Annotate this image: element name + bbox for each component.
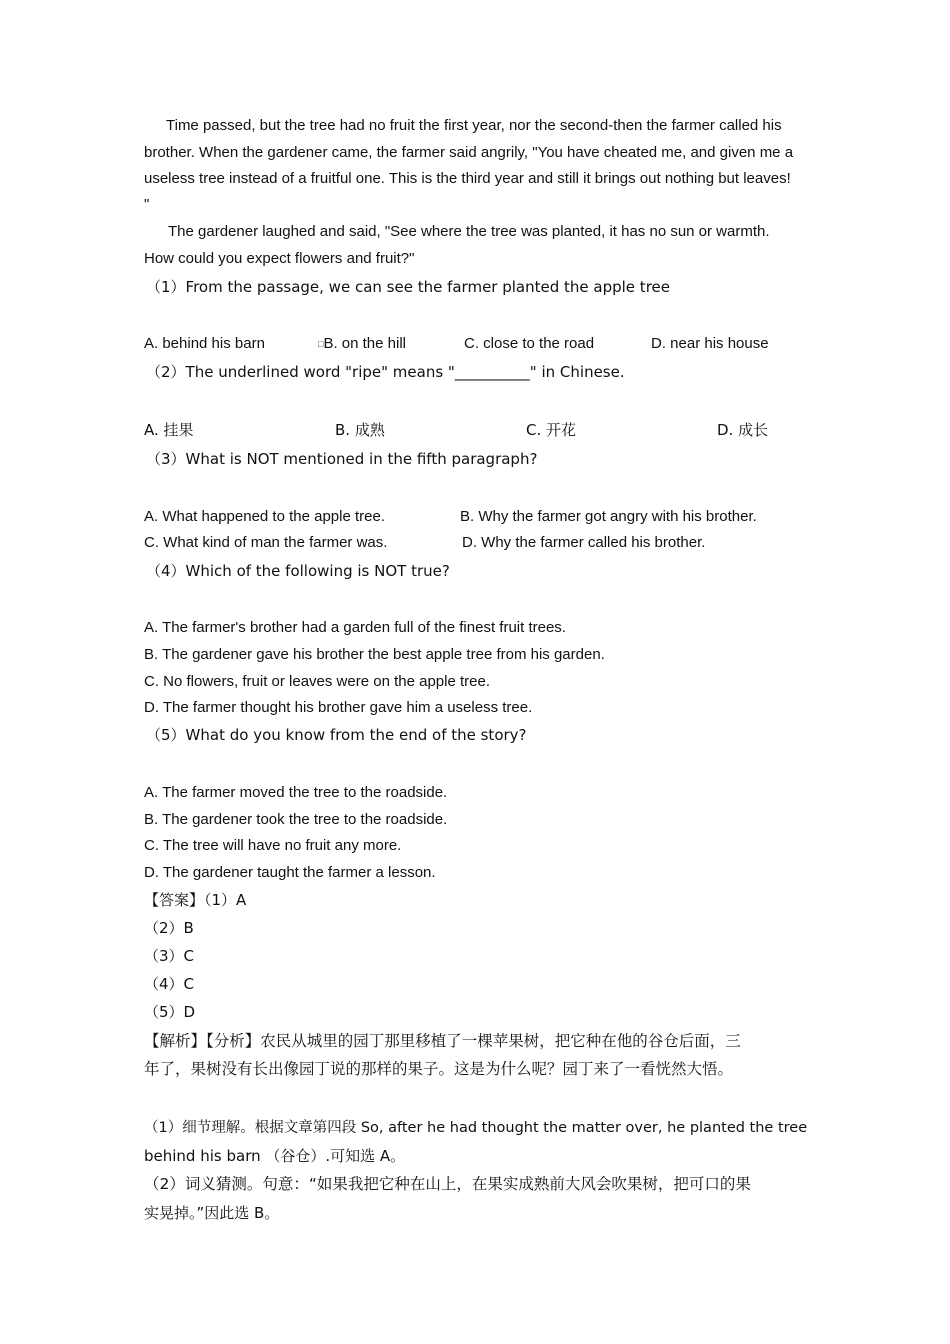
q1-option-a: A. behind his barn <box>144 335 265 352</box>
q5-option-d: D. The gardener taught the farmer a lesson. <box>144 864 436 881</box>
passage-line: useless tree instead of a fruitful one. This is the third year and still it brings out nothing but leaves! <box>144 170 791 187</box>
q3-option-a: A. What happened to the apple tree. <box>144 508 386 525</box>
q3-option-c: C. What kind of man the farmer was. <box>144 534 388 551</box>
answer-5: （5）D <box>144 1003 196 1021</box>
answer-4: （4）C <box>144 975 195 993</box>
q1-option-d: D. near his house <box>651 335 769 352</box>
q5-option-a: A. The farmer moved the tree to the roadside. <box>144 784 448 801</box>
q3-option-b: B. Why the farmer got angry with his brother. <box>460 508 757 525</box>
answer-heading <box>144 890 246 910</box>
q4-option-a: A. The farmer's brother had a garden full of the finest fruit trees. <box>144 619 566 636</box>
passage-line: Time passed, but the tree had no fruit the first year, nor the second-then the farmer called his <box>166 117 782 134</box>
answer-3: （3）C <box>144 947 195 965</box>
analysis-detail: behind his barn （谷仓）.可知选 A。 <box>144 1147 406 1165</box>
question-5-prompt: （5）What do you know from the end of the story? <box>146 726 527 744</box>
q4-option-d: D. The farmer thought his brother gave him a useless tree. <box>144 699 533 716</box>
question-3-prompt: （3）What is NOT mentioned in the fifth paragraph? <box>146 450 538 468</box>
q2-option-d: D. 成长 <box>717 421 769 439</box>
passage-line: " <box>144 196 150 213</box>
analysis-line: 【解析】【分析】农民从城里的园丁那里移植了一棵苹果树，把它种在他的谷仓后面，三 <box>144 1032 741 1050</box>
q5-option-b: B. The gardener took the tree to the roadside. <box>144 811 448 828</box>
q2-option-a: A. 挂果 <box>144 421 194 439</box>
q4-option-b: B. The gardener gave his brother the best apple tree from his garden. <box>144 646 605 663</box>
analysis-detail: 实晃掉。”因此选 B。 <box>144 1204 280 1222</box>
answer-label: 【答案】 <box>144 891 205 909</box>
q1-option-c: C. close to the road <box>464 335 595 352</box>
answer-1: （1）A <box>204 891 247 909</box>
analysis-detail: （1）细节理解。根据文章第四段 So, after he had thought the matter over, he planted the tree <box>144 1120 808 1136</box>
q2-option-c: C. 开花 <box>526 421 577 439</box>
q5-option-c: C. The tree will have no fruit any more. <box>144 837 402 854</box>
q3-option-d: D. Why the farmer called his brother. <box>462 534 706 551</box>
q2-option-b: B. 成熟 <box>335 421 385 439</box>
question-4-prompt: （4）Which of the following is NOT true? <box>146 562 450 580</box>
answer-2: （2）B <box>144 919 194 937</box>
q1-option-b: □B. on the hill <box>318 335 406 352</box>
question-2-prompt: （2）The underlined word "ripe" means "__________" in Chinese. <box>146 363 625 381</box>
small-box-icon: □ <box>318 339 324 350</box>
question-1-prompt: （1）From the passage, we can see the farmer planted the apple tree <box>146 278 670 296</box>
passage-line: How could you expect flowers and fruit?" <box>144 250 415 267</box>
passage-line: brother. When the gardener came, the farmer said angrily, "You have cheated me, and given me a <box>144 144 794 161</box>
analysis-detail: （2）词义猜测。句意：“如果我把它种在山上，在果实成熟前大风会吹果树，把可口的果 <box>144 1175 751 1193</box>
passage-line: The gardener laughed and said, "See where the tree was planted, it has no sun or warmth. <box>168 223 770 240</box>
analysis-line: 年了，果树没有长出像园丁说的那样的果子。这是为什么呢？园丁来了一看恍然大悟。 <box>144 1060 734 1078</box>
q4-option-c: C. No flowers, fruit or leaves were on the apple tree. <box>144 673 490 690</box>
